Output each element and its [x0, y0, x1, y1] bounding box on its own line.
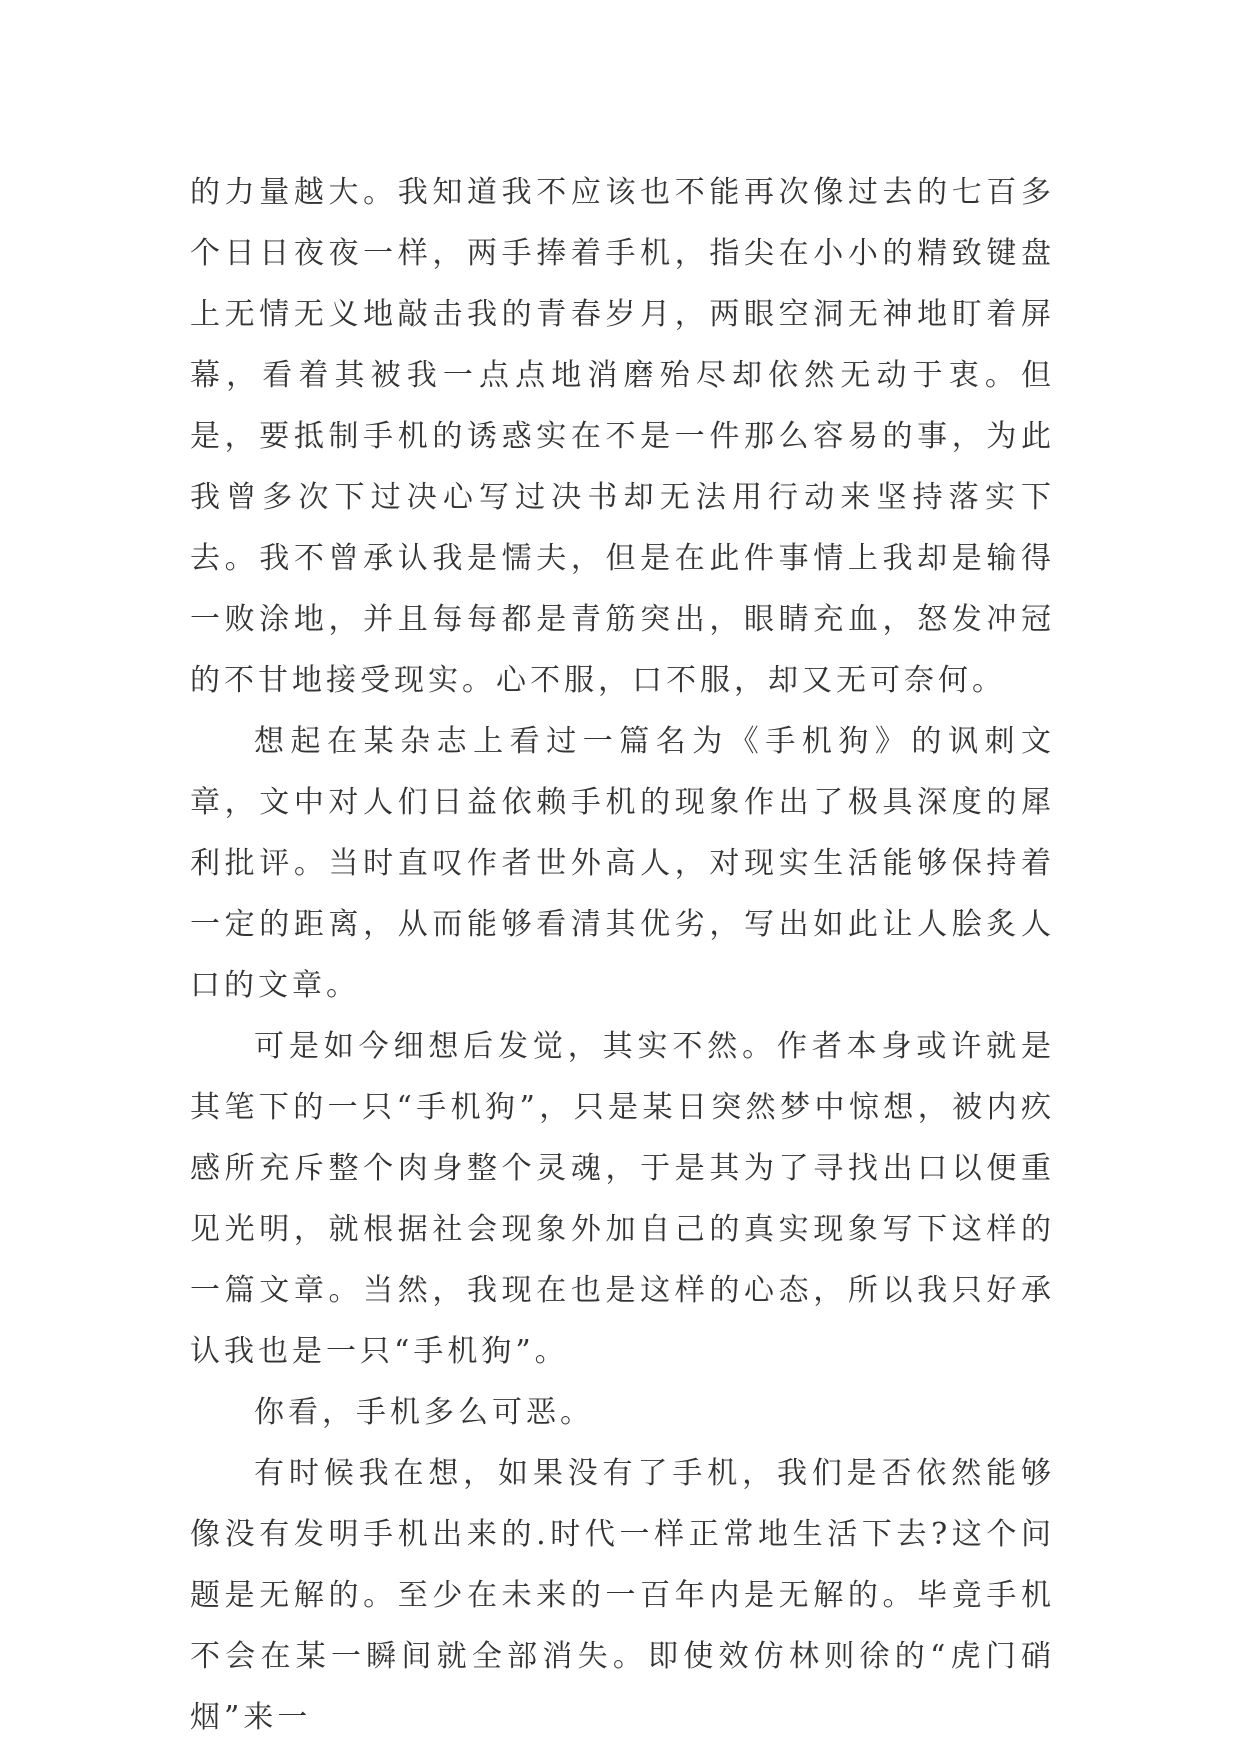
- paragraph-4: 你看，手机多么可恶。: [254, 1395, 594, 1430]
- document-body: [190, 162, 1055, 1748]
- paragraph-1: 的力量越大。我知道我不应该也不能再次像过去的七百多个日日夜夜一样，两手捧着手机，指尖在小小的精致键盘上无情无义地敲击我的青春岁月，两眼空洞无神地盯着屏幕，看着其被我一点点地消磨殆尽却依然无动于衷。但是，要抵制手机的诱惑实在不是一件那么容易的事，为此我曾多次下过决心写过决书却无法用行动来坚持落实下去。我不曾承认我是懦夫，但是在此件事情上我却是输得一败涂地，并且每每都是青筋突出，眼睛充血，怒发冲冠的不甘地接受现实。心不服，口不服，却又无可奈何。: [190, 175, 1055, 698]
- paragraph-2: 想起在某杂志上看过一篇名为《手机狗》的讽刺文章，文中对人们日益依赖手机的现象作出了极具深度的犀利批评。当时直叹作者世外高人，对现实生活能够保持着一定的距离，从而能够看清其优劣，写出如此让人脍炙人口的文章。: [190, 724, 1055, 1003]
- paragraph-5: 有时候我在想，如果没有了手机，我们是否依然能够像没有发明手机出来的.时代一样正常地生活下去?这个问题是无解的。至少在未来的一百年内是无解的。毕竟手机不会在某一瞬间就全部消失。即使效仿林则徐的“虎门硝烟”来一: [190, 1456, 1055, 1735]
- paragraph-3: 可是如今细想后发觉，其实不然。作者本身或许就是其笔下的一只“手机狗”，只是某日突然梦中惊想，被内疚感所充斥整个肉身整个灵魂，于是其为了寻找出口以便重见光明，就根据社会现象外加自己的真实现象写下这样的一篇文章。当然，我现在也是这样的心态，所以我只好承认我也是一只“手机狗”。: [190, 1029, 1055, 1369]
